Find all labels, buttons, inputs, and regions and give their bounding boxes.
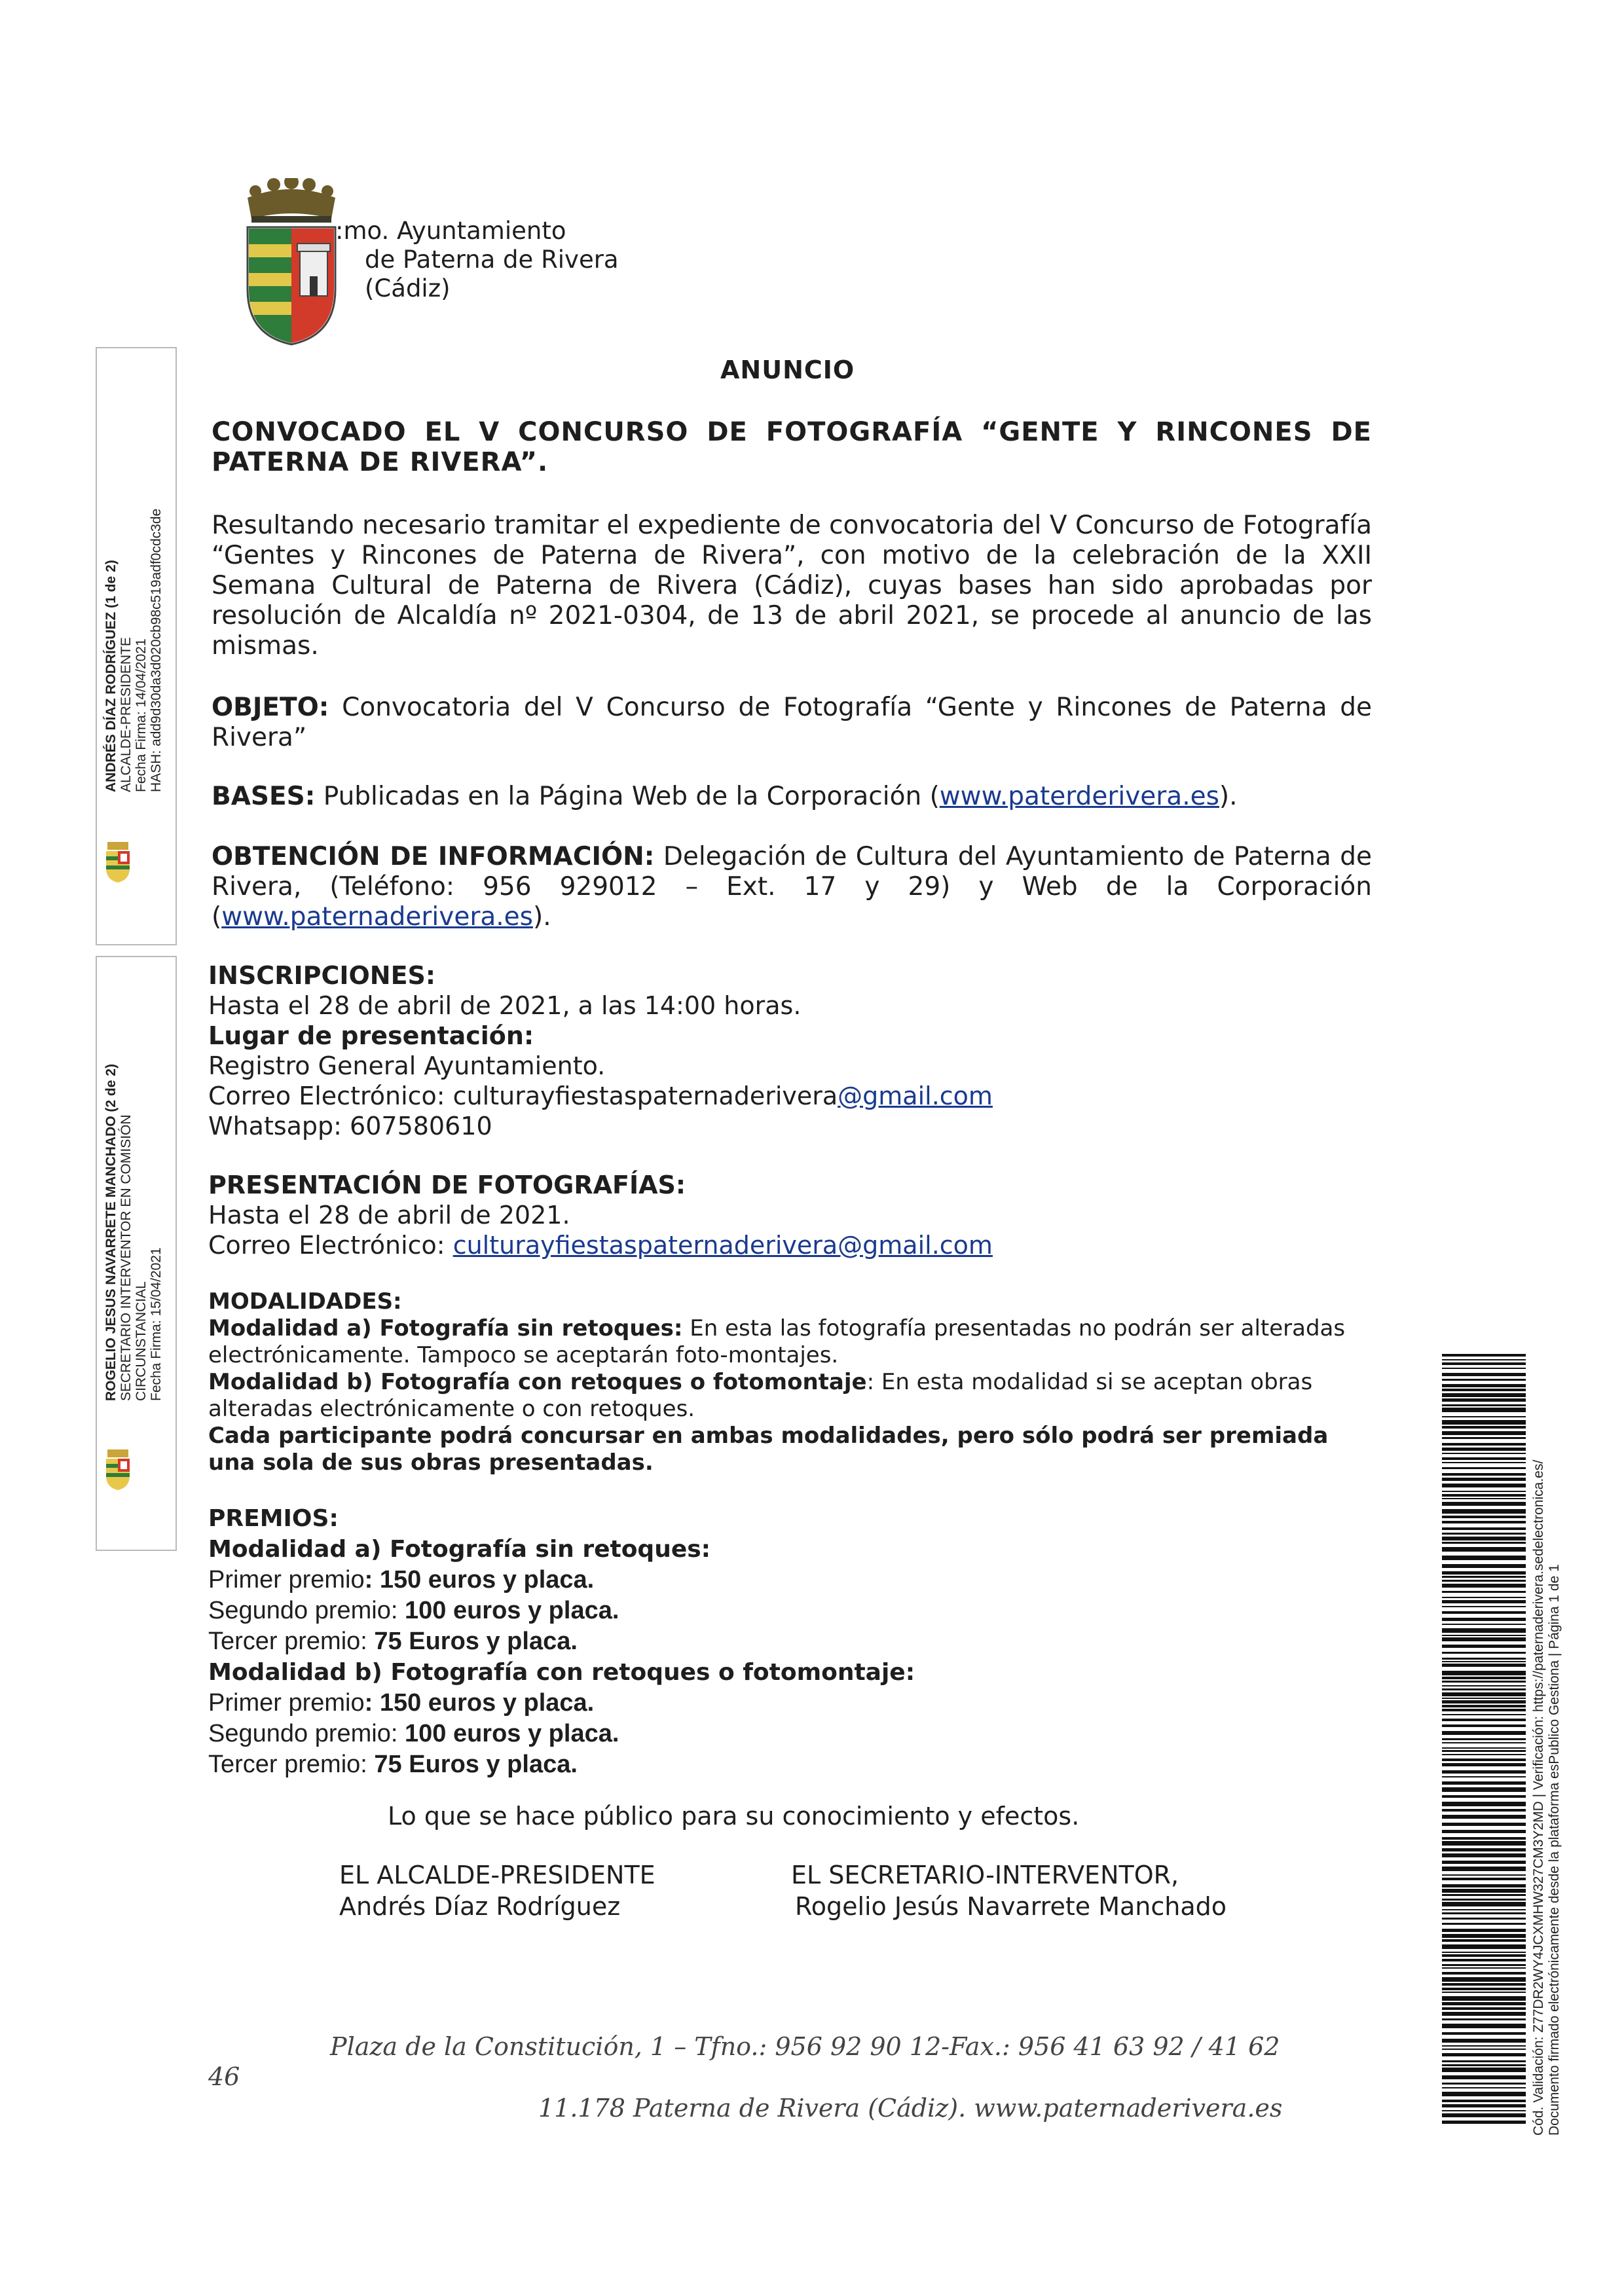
modalidades-note: Cada participante podrá concursar en ambas modalidades, pero sólo podrá ser premiada una sola de sus obras presentadas.	[208, 1423, 1329, 1476]
barcode-bar	[1442, 1420, 1526, 1425]
barcode-bar	[1442, 1688, 1526, 1690]
modalidades-label: MODALIDADES:	[208, 1288, 402, 1315]
barcode-bar	[1442, 2024, 1526, 2028]
presentacion-section	[208, 1170, 1374, 1260]
info-label: OBTENCIÓN DE INFORMACIÓN:	[212, 842, 655, 871]
barcode-bar	[1442, 1967, 1526, 1969]
barcode-bar	[1442, 1542, 1526, 1544]
barcode-bar	[1442, 1389, 1526, 1391]
barcode-bar	[1442, 1362, 1526, 1365]
barcode-bar	[1442, 2064, 1526, 2066]
barcode-bar	[1442, 1600, 1526, 1603]
barcode-bar	[1442, 1853, 1526, 1857]
lugar-label: Lugar de presentación:	[208, 1021, 534, 1050]
registro-text: Registro General Ayuntamiento.	[208, 1051, 606, 1080]
barcode-bar	[1442, 1521, 1526, 1523]
presentacion-email-link[interactable]: culturayfiestaspaternaderivera@gmail.com	[452, 1231, 993, 1260]
barcode-bar	[1442, 1491, 1526, 1492]
barcode-bar	[1442, 1776, 1526, 1777]
barcode-bar	[1442, 1547, 1526, 1552]
modalidades-section	[208, 1288, 1374, 1476]
barcode-bar	[1442, 1848, 1526, 1851]
barcode-bar	[1442, 2039, 1526, 2043]
bases-label: BASES:	[212, 782, 316, 811]
footer-address: Plaza de la Constitución, 1 – Tfno.: 956 92 90 12-Fax.: 956 41 63 92 / 41 62	[330, 2032, 1280, 2061]
barcode-bar	[1442, 1611, 1526, 1614]
barcode-bar	[1442, 1996, 1526, 2001]
barcode-bar	[1442, 1556, 1526, 1560]
modalidad-a: Modalidad a) Fotografía sin retoques: En esta las fotografía presentadas no podrán ser alteradas electrónicamente. Tampoco se aceptarán foto-montajes.	[208, 1315, 1346, 1368]
inscripciones-deadline: Hasta el 28 de abril de 2021, a las 14:00 horas.	[208, 991, 802, 1020]
barcode-bar	[1442, 1527, 1526, 1530]
signature-alcalde-title: EL ALCALDE-PRESIDENTE	[339, 1861, 655, 1889]
barcode-bar	[1442, 1977, 1526, 1982]
barcode-bar	[1442, 1809, 1526, 1812]
barcode-bar	[1442, 1606, 1526, 1607]
barcode-bar	[1442, 1635, 1526, 1636]
barcode-bar	[1442, 1373, 1526, 1376]
header-line-1: :mo. Ayuntamiento	[335, 217, 566, 245]
barcode-bar	[1442, 1443, 1526, 1446]
barcode-bar	[1442, 1576, 1526, 1578]
barcode-bar	[1442, 1618, 1526, 1621]
premios-label: PREMIOS:	[208, 1505, 339, 1532]
barcode-bar	[1442, 1462, 1526, 1463]
presentacion-email: Correo Electrónico: culturayfiestaspaternaderivera@gmail.com	[208, 1231, 993, 1260]
barcode-bar	[1442, 1823, 1526, 1826]
barcode-bar	[1442, 1754, 1526, 1755]
barcode-bar	[1442, 1719, 1526, 1721]
barcode-bar	[1442, 1661, 1526, 1662]
info-text: Delegación de Cultura del Ayuntamiento de Paterna de Rivera, (Teléfono: 956 929012 – Ext. 17 y 29) y Web de la Corporación (	[212, 842, 1372, 932]
header-line-2: de Paterna de Rivera	[365, 246, 619, 274]
objeto-text: Convocatoria del V Concurso de Fotografía “Gente y Rincones de Paterna de Rivera”	[212, 693, 1372, 752]
barcode-bar	[1442, 2087, 1526, 2088]
barcode-bar	[1442, 1685, 1526, 1686]
page-number: 46	[208, 2062, 240, 2091]
barcode-bar	[1442, 1431, 1526, 1435]
barcode-bar	[1442, 1923, 1526, 1925]
barcode-bar	[1442, 1359, 1526, 1360]
announcement-title: ANUNCIO	[720, 355, 855, 384]
premio-b-tercer: Tercer premio: 75 Euros y placa.	[208, 1751, 578, 1778]
barcode-bar	[1442, 1624, 1526, 1625]
barcode-bar	[1442, 1408, 1526, 1412]
barcode-bar	[1442, 1992, 1526, 1993]
bases-paragraph	[212, 782, 1372, 812]
footer-city: 11.178 Paterna de Rivera (Cádiz). www.paternaderivera.es	[538, 2094, 1283, 2123]
barcode-bar	[1442, 1944, 1526, 1949]
premio-a-segundo: Segundo premio: 100 euros y placa.	[208, 1597, 619, 1624]
premios-a-label: Modalidad a) Fotografía sin retoques:	[208, 1536, 711, 1563]
barcode-bar	[1442, 1398, 1526, 1402]
premio-b-primer: Primer premio: 150 euros y placa.	[208, 1689, 595, 1717]
premio-a-tercer: Tercer premio: 75 Euros y placa.	[208, 1628, 578, 1655]
announcement-heading: CONVOCADO EL V CONCURSO DE FOTOGRAFÍA “GENTE Y RINCONES DE PATERNA DE RIVERA”.	[212, 417, 1372, 477]
barcode-bar	[1442, 1494, 1526, 1497]
premio-b-segundo: Segundo premio: 100 euros y placa.	[208, 1720, 619, 1747]
barcode-bar	[1442, 2092, 1526, 2096]
barcode-bar	[1442, 1580, 1526, 1582]
barcode-bar	[1442, 1894, 1526, 1896]
barcode-bar	[1442, 1404, 1526, 1406]
barcode-bar	[1442, 1677, 1526, 1679]
verification-text: Cód. Validación: Z77DR2WY4JCXMHW327CM3Y2MD | Verificación: https://paternaderivera.sedelectronica.es/ Documento firmado electrónicamente desde la plataforma esPublico Gestiona | Página 1 de 1	[1531, 1459, 1562, 2136]
barcode-bar	[1442, 1918, 1526, 1920]
barcode-bar	[1442, 1929, 1526, 1932]
signature-alcalde-name: Andrés Díaz Rodríguez	[339, 1892, 621, 1921]
objeto-label: OBJETO:	[212, 693, 329, 722]
presentacion-label: PRESENTACIÓN DE FOTOGRAFÍAS:	[208, 1171, 686, 1199]
barcode-bar	[1442, 2113, 1526, 2117]
stamp-crest-icon	[105, 1447, 131, 1491]
barcode-bar	[1442, 1393, 1526, 1397]
barcode-bar	[1442, 1698, 1526, 1699]
barcode-bar	[1442, 1889, 1526, 1893]
barcode-bar	[1442, 1652, 1526, 1654]
barcode-bar	[1442, 1591, 1526, 1593]
barcode-bar	[1442, 1516, 1526, 1518]
municipal-crest-icon	[242, 178, 341, 346]
barcode-bar	[1442, 1952, 1526, 1953]
barcode-bar	[1442, 1795, 1526, 1798]
barcode-bar	[1442, 2018, 1526, 2020]
modalidad-b: Modalidad b) Fotografía con retoques o fotomontaje: En esta modalidad si se aceptan obras alteradas electrónicamente o con retoques.	[208, 1369, 1313, 1422]
barcode-bar	[1442, 1453, 1526, 1454]
barcode-bar	[1442, 1787, 1526, 1792]
barcode-bar	[1442, 1878, 1526, 1880]
barcode-bar	[1442, 2104, 1526, 2107]
barcode-bar	[1442, 1700, 1526, 1704]
barcode-bar	[1442, 1537, 1526, 1540]
barcode-bar	[1442, 1533, 1526, 1535]
barcode-bar	[1442, 1837, 1526, 1840]
barcode-bar	[1442, 1564, 1526, 1568]
intro-paragraph: Resultando necesario tramitar el expediente de convocatoria del V Concurso de Fotografía “Gentes y Rincones de Paterna de Rivera”, con motivo de la celebración de la XXII Semana Cultural de Paterna de Rivera (Cádiz), cuyas bases han sido aprobadas por resolución de Alcaldía nº 2021-0304, de 13 de abril 2021, se procede al anuncio de las mismas.	[212, 511, 1372, 661]
barcode-bar	[1442, 1763, 1526, 1766]
barcode-bar	[1442, 1484, 1526, 1487]
barcode-bar	[1442, 1899, 1526, 1901]
barcode-bar	[1442, 1742, 1526, 1743]
barcode-bar	[1442, 1664, 1526, 1667]
barcode-bar	[1442, 2045, 1526, 2047]
barcode-bar	[1442, 1747, 1526, 1749]
stamp-crest-icon	[105, 839, 131, 884]
barcode-bar	[1442, 1909, 1526, 1910]
signature-secretario-name: Rogelio Jesús Navarrete Manchado	[795, 1892, 1227, 1921]
barcode-bar	[1442, 1830, 1526, 1833]
barcode-bar	[1442, 1681, 1526, 1683]
barcode-bar	[1442, 1467, 1526, 1469]
barcode-bar	[1442, 1448, 1526, 1451]
barcode-bar	[1442, 1457, 1526, 1460]
bases-text: Publicadas en la Página Web de la Corporación (	[323, 782, 940, 811]
barcode-bar	[1442, 1354, 1526, 1357]
inscripciones-label: INSCRIPCIONES:	[208, 961, 436, 990]
presentacion-deadline: Hasta el 28 de abril de 2021.	[208, 1201, 570, 1230]
barcode-bar	[1442, 1416, 1526, 1417]
barcode-bar	[1442, 2007, 1526, 2010]
barcode-bar	[1442, 1645, 1526, 1648]
barcode-bar	[1442, 1912, 1526, 1914]
objeto-paragraph	[212, 693, 1372, 753]
barcode-bar	[1442, 1437, 1526, 1439]
barcode-bar	[1442, 1770, 1526, 1774]
inscripciones-email: Correo Electrónico: culturayfiestaspaternaderivera@gmail.com	[208, 1082, 993, 1110]
barcode-bar	[1442, 1884, 1526, 1887]
barcode-bar	[1442, 1714, 1526, 1715]
barcode-bar	[1442, 1738, 1526, 1740]
barcode-bar	[1442, 1988, 1526, 1990]
barcode-bar	[1442, 1509, 1526, 1514]
barcode-bar	[1442, 1959, 1526, 1961]
barcode-bar	[1442, 1902, 1526, 1906]
premios-b-label: Modalidad b) Fotografía con retoques o fotomontaje:	[208, 1659, 915, 1686]
barcode-bar	[1442, 1983, 1526, 1986]
barcode-bar	[1442, 1939, 1526, 1942]
barcode-bar	[1442, 1874, 1526, 1876]
whatsapp-text: Whatsapp: 607580610	[208, 1112, 492, 1140]
barcode-bar	[1442, 1867, 1526, 1871]
barcode-bar	[1442, 1671, 1526, 1675]
info-end: ).	[532, 902, 551, 932]
barcode-bar	[1442, 2060, 1526, 2062]
barcode-bar	[1442, 2083, 1526, 2085]
validation-barcode-icon	[1442, 1354, 1526, 2126]
barcode-bar	[1442, 1861, 1526, 1864]
barcode-bar	[1442, 1478, 1526, 1481]
barcode-bar	[1442, 1802, 1526, 1806]
bases-link[interactable]: www.paterderivera.es	[939, 782, 1219, 811]
barcode-bar	[1442, 1972, 1526, 1975]
premio-a-primer: Primer premio: 150 euros y placa.	[208, 1566, 595, 1594]
barcode-bar	[1442, 1692, 1526, 1696]
inscripciones-email-link[interactable]: @gmail.com	[838, 1082, 993, 1110]
barcode-bar	[1442, 1379, 1526, 1381]
barcode-bar	[1442, 1658, 1526, 1660]
barcode-bar	[1442, 1841, 1526, 1846]
barcode-bar	[1442, 1473, 1526, 1476]
barcode-bar	[1442, 1426, 1526, 1429]
barcode-bar	[1442, 1628, 1526, 1633]
barcode-bar	[1442, 2049, 1526, 2050]
barcode-bar	[1442, 1731, 1526, 1735]
barcode-bar	[1442, 1502, 1526, 1506]
signature-secretario	[791, 1859, 1227, 1922]
barcode-bar	[1442, 1750, 1526, 1752]
signature-stamp-2-text: ROGELIO JESUS NAVARRETE MANCHADO (2 de 2) SECRETARIO INTERVENTOR EN COMISIÓN CIRCUNSTANCIAL Fecha Firma: 15/04/2021	[103, 1064, 164, 1401]
barcode-bar	[1442, 2002, 1526, 2005]
barcode-bar	[1442, 1709, 1526, 1711]
barcode-bar	[1442, 2032, 1526, 2035]
barcode-bar	[1442, 1498, 1526, 1499]
barcode-bar	[1442, 2100, 1526, 2102]
barcode-bar	[1442, 1637, 1526, 1641]
barcode-bar	[1442, 1384, 1526, 1387]
info-paragraph	[212, 842, 1372, 932]
barcode-bar	[1442, 1597, 1526, 1598]
signature-secretario-title: EL SECRETARIO-INTERVENTOR,	[791, 1861, 1179, 1889]
barcode-bar	[1442, 1758, 1526, 1761]
inscripciones-section	[208, 960, 1374, 1141]
info-link[interactable]: www.paternaderivera.es	[221, 902, 533, 932]
barcode-bar	[1442, 1964, 1526, 1966]
barcode-bar	[1442, 1781, 1526, 1785]
barcode-bar	[1442, 1954, 1526, 1957]
closing-text: Lo que se hace público para su conocimiento y efectos.	[388, 1802, 1080, 1831]
barcode-bar	[1442, 1815, 1526, 1819]
header-line-3: (Cádiz)	[365, 274, 451, 302]
barcode-bar	[1442, 2075, 1526, 2079]
barcode-bar	[1442, 1584, 1526, 1588]
barcode-bar	[1442, 2068, 1526, 2072]
signature-alcalde	[339, 1859, 655, 1922]
signature-stamp-1-text: ANDRÉS DÍAZ RODRÍGUEZ (1 de 2) ALCALDE-PRESIDENTE Fecha Firma: 14/04/2021 HASH: add9d30da3d020cb98c519adf0cdc3de	[103, 508, 164, 792]
barcode-bar	[1442, 2053, 1526, 2056]
barcode-bar	[1442, 1934, 1526, 1938]
barcode-bar	[1442, 1705, 1526, 1707]
barcode-bar	[1442, 2121, 1526, 2124]
bases-end: ).	[1219, 782, 1238, 811]
barcode-bar	[1442, 1724, 1526, 1727]
barcode-bar	[1442, 2012, 1526, 2016]
premios-section	[208, 1503, 1125, 1780]
barcode-bar	[1442, 2110, 1526, 2111]
barcode-bar	[1442, 1368, 1526, 1369]
barcode-bar	[1442, 1571, 1526, 1575]
